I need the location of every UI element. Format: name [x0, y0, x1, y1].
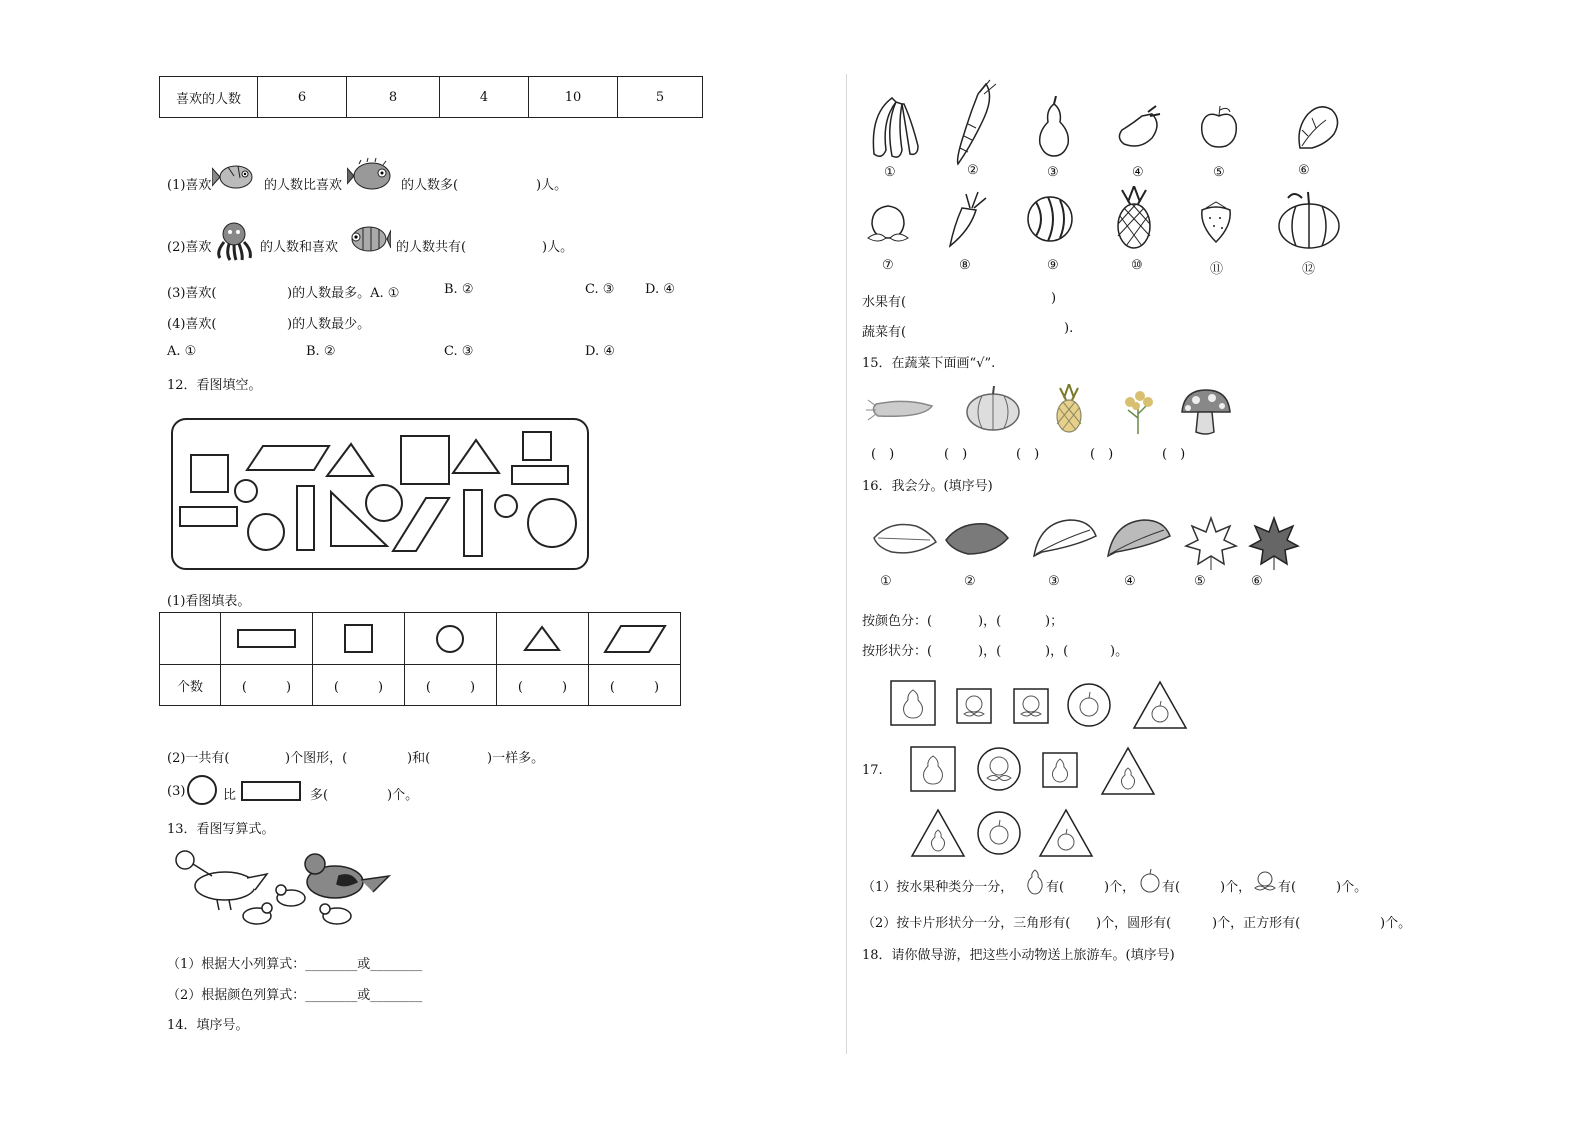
- q12-s3-text: 多(: [310, 788, 329, 803]
- mushroom-icon: [1178, 388, 1234, 436]
- count-blank[interactable]: ( ): [497, 665, 589, 706]
- likes-value: 6: [258, 77, 347, 118]
- rectangle-icon: [221, 624, 312, 654]
- q17-s1-text: （1）按水果种类分一分，: [862, 880, 1014, 895]
- likes-value: 10: [529, 77, 618, 118]
- fruit-answer-line: 水果有(: [862, 295, 907, 310]
- q17-s2-text: （2）按卡片形状分一分，三角形有(: [862, 916, 1071, 931]
- page-divider: [846, 74, 847, 1054]
- q17-s2-text: )个，圆形有(: [1096, 916, 1172, 931]
- pear-icon: [1024, 866, 1046, 898]
- pineapple-icon: [1112, 186, 1156, 252]
- triangle-icon: [497, 622, 588, 656]
- pumpkin-icon: [964, 386, 1022, 432]
- q11-s3-text: (3)喜欢(: [167, 286, 217, 301]
- q11-s1-text: 的人数多(: [401, 178, 459, 193]
- q13-title: 13．看图写算式。: [167, 822, 275, 837]
- q11-s2-text: )人。: [542, 240, 574, 255]
- count-label: 个数: [160, 665, 221, 706]
- q16-color-line: )；: [1045, 614, 1064, 629]
- q11-s3-text: )的人数最多。A. ①: [287, 286, 400, 301]
- watermelon-icon: [1026, 194, 1074, 244]
- q12-s2-text: )个图形，(: [285, 751, 348, 766]
- pear-icon: [1034, 96, 1074, 160]
- item-number: ②: [967, 163, 979, 178]
- banana-icon: [862, 94, 926, 164]
- item-number: ③: [1048, 574, 1060, 589]
- square-header: [313, 613, 405, 665]
- pineapple-icon: [1052, 384, 1086, 434]
- likes-table: [159, 76, 703, 118]
- q12-title: 12．看图填空。: [167, 378, 262, 393]
- fruit-answer-line: ): [1051, 291, 1057, 306]
- q11-option-d: D. ④: [645, 282, 675, 297]
- likes-value: 8: [347, 77, 440, 118]
- veg-answer-line: ).: [1064, 321, 1074, 336]
- q11-option-c: C. ③: [444, 344, 474, 359]
- radish-icon: [950, 78, 998, 170]
- q11-s4-text: )的人数最少。: [287, 317, 371, 332]
- rectangle-header: [221, 613, 313, 665]
- item-number: ④: [1124, 574, 1136, 589]
- q17-s1-text: 有(: [1046, 880, 1065, 895]
- apple-circle-card: [1066, 682, 1112, 728]
- item-number: ③: [1047, 165, 1059, 180]
- q16-shape-line: )，(: [1045, 644, 1069, 659]
- q12-s3-text: (3): [167, 784, 186, 799]
- pear-square-card: [890, 680, 936, 726]
- veg-answer-line: 蔬菜有(: [862, 325, 907, 340]
- pufferfish-icon: [347, 156, 397, 196]
- count-blank[interactable]: ( ): [405, 665, 497, 706]
- leaf-icon: [1104, 516, 1172, 562]
- q11-s1-text: 的人数比喜欢: [264, 178, 343, 193]
- item-number: ②: [964, 574, 976, 589]
- checkmark-blank[interactable]: ( ): [1162, 447, 1186, 462]
- q18-title: 18．请你做导游，把这些小动物送上旅游车。(填序号): [862, 948, 1175, 963]
- flower-icon: [1120, 388, 1156, 434]
- q17-s1-text: )个，: [1220, 880, 1252, 895]
- q16-color-line: )，(: [978, 614, 1002, 629]
- shapes-panel: [171, 418, 589, 570]
- peach-square-card: [1013, 688, 1049, 724]
- apple-icon: [1196, 104, 1242, 150]
- carrot-icon: [944, 190, 988, 250]
- q11-s2-text: 的人数和喜欢: [260, 240, 339, 255]
- pear-square-card: [1042, 752, 1078, 788]
- triangle-header: [497, 613, 589, 665]
- likes-row-label: 喜欢的人数: [160, 77, 258, 118]
- item-number: ⑤: [1194, 574, 1206, 589]
- lettuce-icon: [1292, 100, 1344, 154]
- count-blank[interactable]: ( ): [589, 665, 681, 706]
- q12-s2-text: )和(: [407, 751, 431, 766]
- q11-s1-text: )人。: [536, 178, 568, 193]
- pumpkin-icon: [1276, 188, 1342, 252]
- circle-icon: [405, 622, 496, 656]
- checkmark-blank[interactable]: ( ): [1090, 447, 1114, 462]
- apple-circle-card: [976, 810, 1022, 856]
- count-blank[interactable]: ( ): [313, 665, 405, 706]
- item-number: ⑪: [1210, 262, 1224, 277]
- item-number: ⑤: [1213, 165, 1225, 180]
- pear-triangle-card: [910, 808, 966, 858]
- q11-option-d: D. ④: [585, 344, 615, 359]
- leaf-icon: [870, 518, 938, 558]
- peach-icon: [1252, 868, 1278, 894]
- count-blank[interactable]: ( ): [221, 665, 313, 706]
- rectangle-icon: [241, 781, 303, 803]
- q11-s2-text: (2)喜欢: [167, 240, 212, 255]
- q13-line1: （1）根据大小列算式：________或________: [167, 957, 423, 972]
- leaf-icon: [942, 518, 1010, 558]
- q12-s3-text: )个。: [387, 788, 419, 803]
- item-number: ④: [1132, 165, 1144, 180]
- q17-s2-text: )个，正方形有(: [1212, 916, 1301, 931]
- q17-s1-text: )个。: [1336, 880, 1368, 895]
- q12-s3-text: 比: [223, 788, 237, 803]
- apple-triangle-card: [1132, 680, 1188, 730]
- q16-shape-line: )。: [1110, 644, 1129, 659]
- square-icon: [313, 622, 404, 656]
- q16-color-line: 按颜色分：(: [862, 614, 933, 629]
- q11-s2-text: 的人数共有(: [396, 240, 467, 255]
- q17-s1-text: 有(: [1278, 880, 1297, 895]
- pear-triangle-card: [1100, 746, 1156, 796]
- q15-title: 15．在蔬菜下面画“√”.: [862, 356, 996, 371]
- leaf-icon: [1030, 516, 1098, 562]
- q12-s2-text: (2)一共有(: [167, 751, 230, 766]
- empty-corner-cell: [160, 613, 221, 665]
- carrot-icon: [866, 396, 938, 424]
- q11-option-a: A. ①: [167, 344, 197, 359]
- q17-s1-text: )个，: [1104, 880, 1136, 895]
- checkmark-blank[interactable]: ( ): [944, 447, 968, 462]
- birds-icon: [167, 846, 403, 940]
- q12-sub1: (1)看图填表。: [167, 594, 251, 609]
- item-number: ⑥: [1298, 163, 1310, 178]
- item-number: ①: [880, 574, 892, 589]
- peach-icon: [864, 198, 912, 244]
- checkmark-blank[interactable]: ( ): [871, 447, 895, 462]
- peach-square-card: [956, 688, 992, 724]
- item-number: ⑧: [959, 258, 971, 273]
- likes-value: 5: [618, 77, 703, 118]
- q17-s1-text: 有(: [1162, 880, 1181, 895]
- likes-value: 4: [440, 77, 529, 118]
- q16-title: 16．我会分。(填序号): [862, 479, 993, 494]
- parallelogram-icon: [589, 622, 680, 656]
- octopus-icon: [212, 220, 256, 262]
- item-number: ⑨: [1047, 258, 1059, 273]
- parallelogram-header: [589, 613, 681, 665]
- pear-square-card: [910, 746, 956, 792]
- q14-title: 14．填序号。: [167, 1018, 249, 1033]
- item-number: ①: [884, 165, 896, 180]
- q12-s2-text: )一样多。: [487, 751, 545, 766]
- q11-s4-text: (4)喜欢(: [167, 317, 217, 332]
- shape-count-table: [159, 612, 681, 706]
- circle-header: [405, 613, 497, 665]
- apple-triangle-card: [1038, 808, 1094, 858]
- maple-leaf-icon: [1248, 514, 1300, 572]
- apple-icon: [1138, 868, 1162, 894]
- item-number: ⑫: [1302, 262, 1316, 277]
- q11-option-b: B. ②: [444, 282, 474, 297]
- item-number: ⑥: [1251, 574, 1263, 589]
- q11-option-c: C. ③: [585, 282, 615, 297]
- checkmark-blank[interactable]: ( ): [1016, 447, 1040, 462]
- maple-leaf-icon: [1184, 514, 1238, 572]
- q11-s1-text: (1)喜欢: [167, 178, 212, 193]
- peach-circle-card: [976, 746, 1022, 792]
- q16-shape-line: )，(: [978, 644, 1002, 659]
- eggplant-icon: [1114, 104, 1164, 152]
- q13-line2: （2）根据颜色列算式：________或________: [167, 988, 423, 1003]
- circle-icon: [186, 774, 218, 806]
- q11-option-b: B. ②: [306, 344, 336, 359]
- stripedfish-icon: [343, 220, 391, 258]
- q16-shape-line: 按形状分：(: [862, 644, 933, 659]
- item-number: ⑩: [1131, 258, 1143, 273]
- strawberry-icon: [1196, 200, 1236, 244]
- item-number: ⑦: [882, 258, 894, 273]
- clownfish-icon: [212, 158, 260, 196]
- q17-s2-text: )个。: [1380, 916, 1412, 931]
- q17-number: 17.: [862, 763, 883, 778]
